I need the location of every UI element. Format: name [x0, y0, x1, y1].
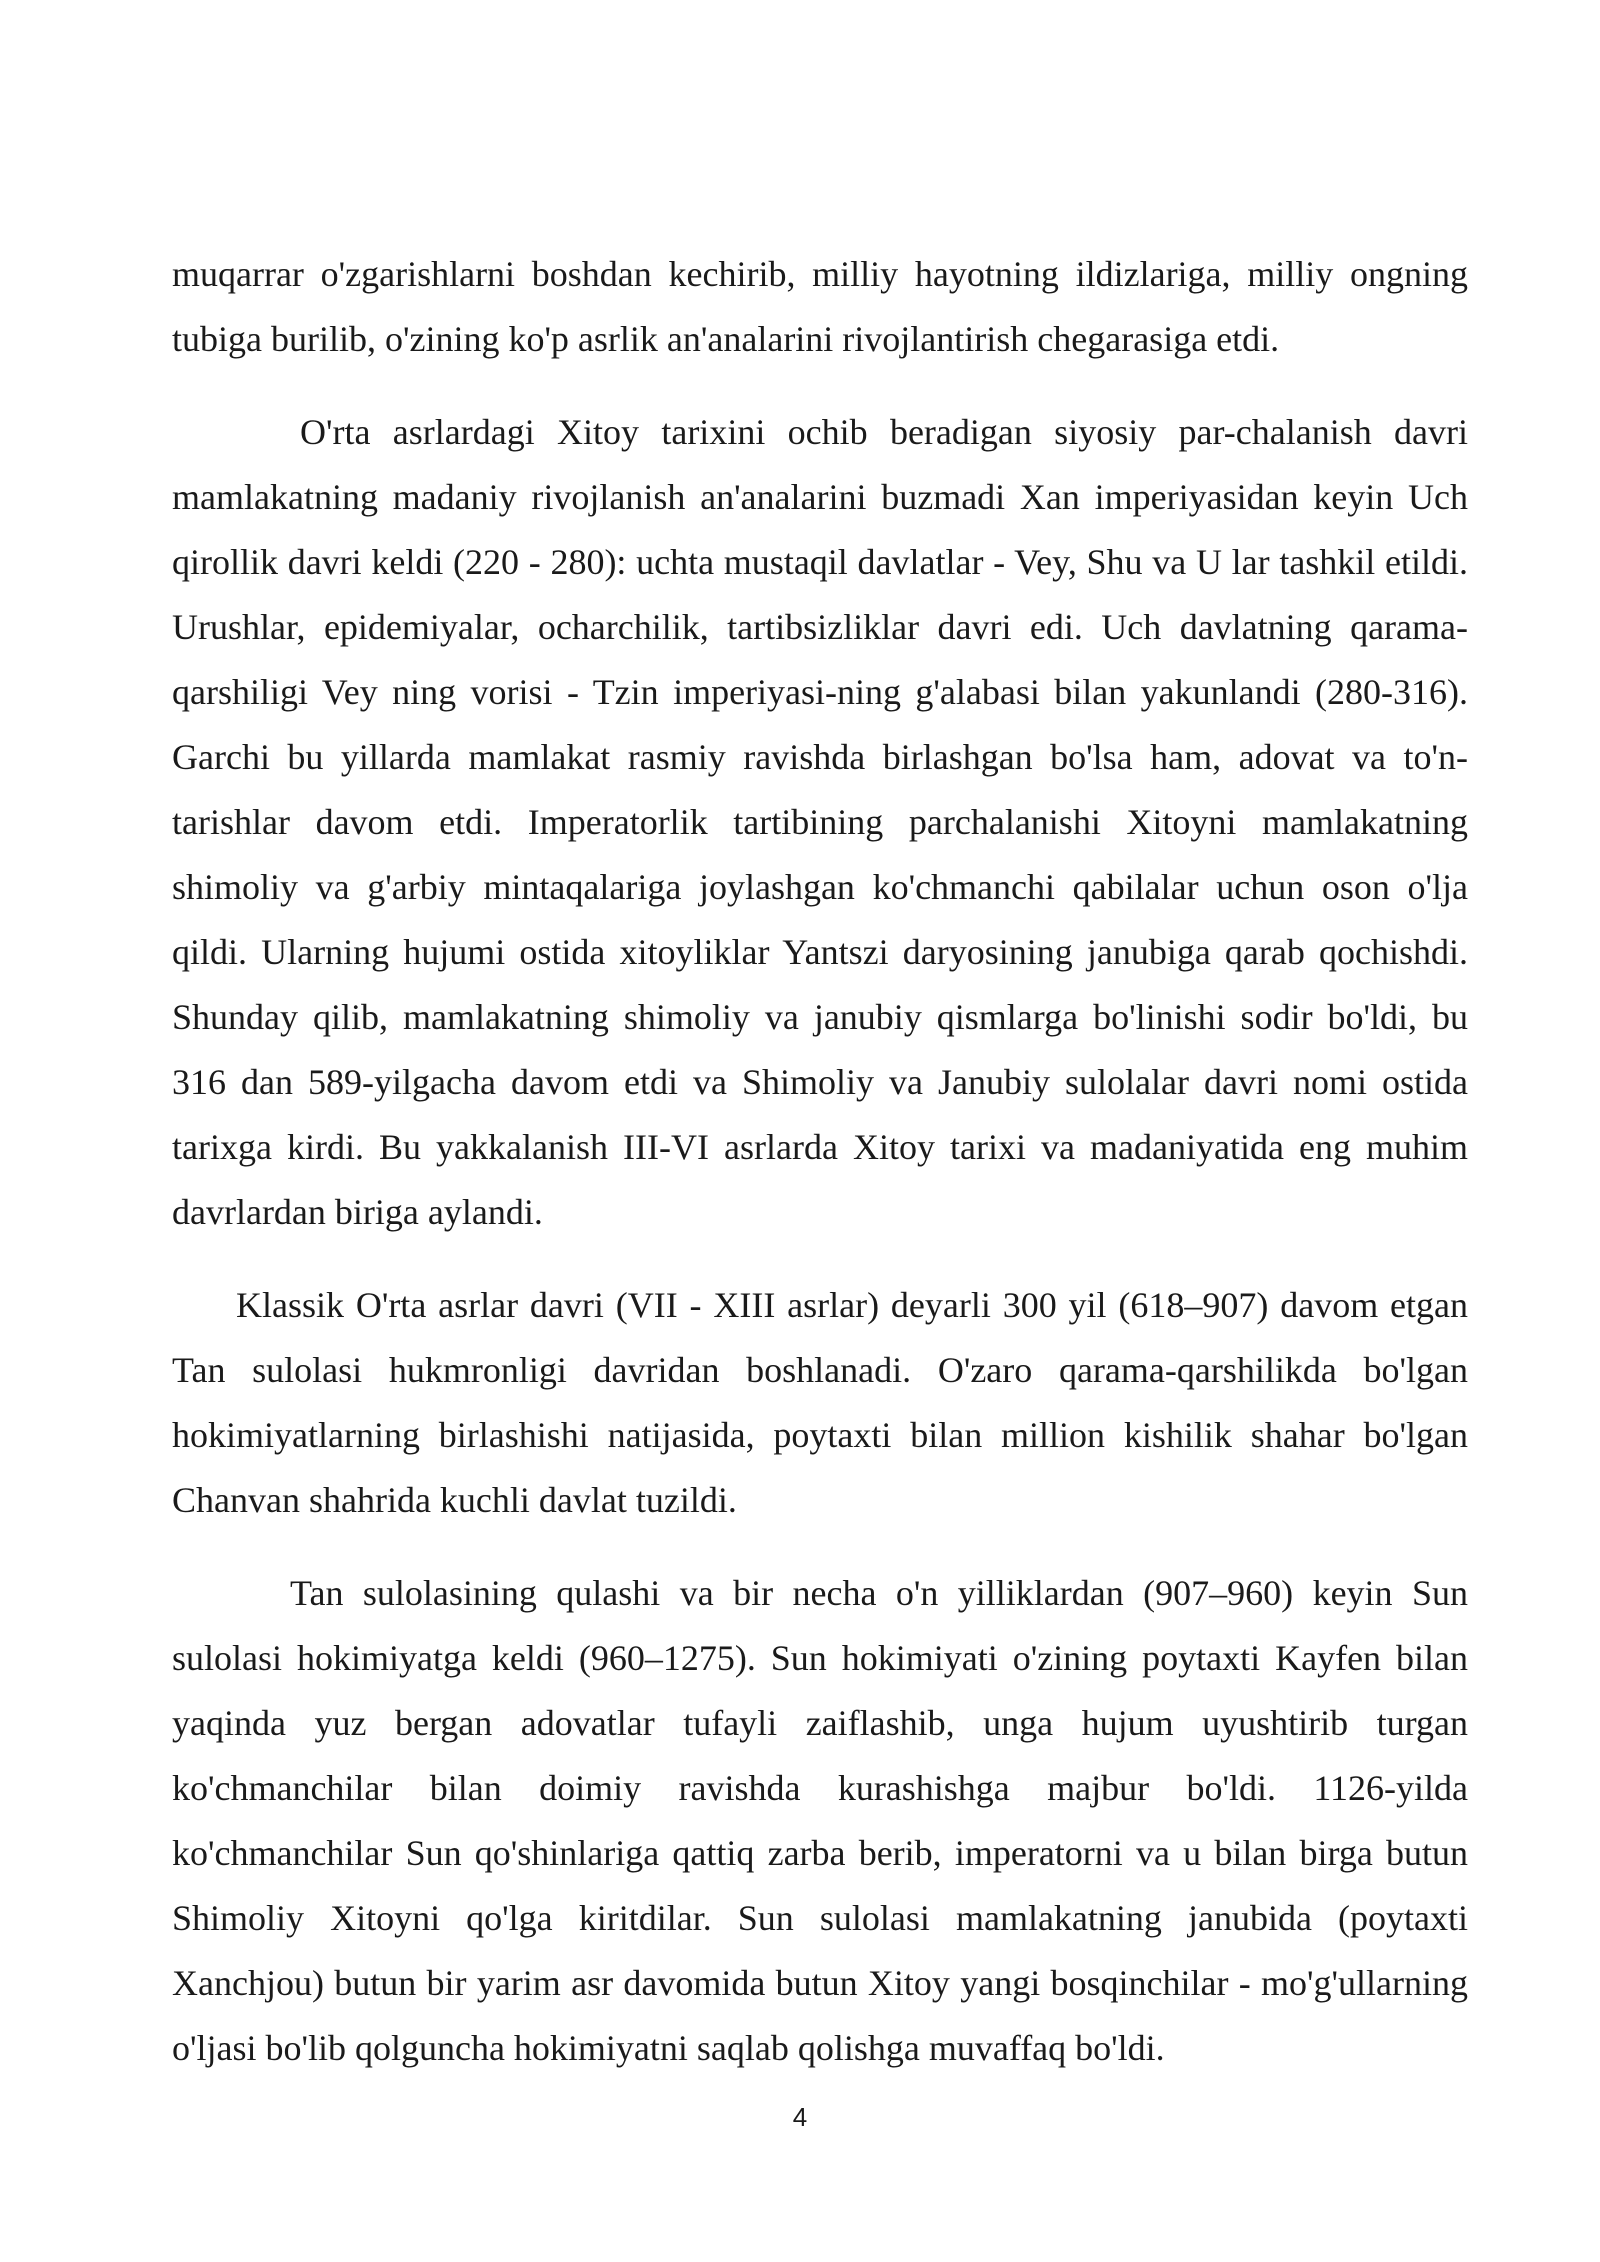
paragraph-4: Tan sulolasining qulashi va bir necha o'n yilliklardan (907–960) keyin Sun sulolasi hokimiyatga keldi (960–1275). Sun hokimiyati o'zining poytaxti Kayfen bilan yaqinda yuz bergan adovatlar tufayli zaiflashib, unga hujum uyushtirib turgan ko'chmanchilar bilan doimiy ravishda kurashishga majbur bo'ldi. 1126-yilda ko'chmanchilar Sun qo'shinlariga qattiq zarba berib, imperatorni va u bilan birga butun Shimoliy Xitoyni qo'lga kiritdilar. Sun sulolasi mamlakatning janubida (poytaxti Xanchjou) butun bir yarim asr davomida butun Xitoy yangi bosqinchilar - mo'g'ullarning o'ljasi bo'lib qolguncha hokimiyatni saqlab qolishga muvaffaq bo'ldi.: [172, 1573, 1468, 2068]
page-number: 4: [792, 2102, 808, 2132]
paragraph-3: Klassik O'rta asrlar davri (VII - XIII asrlar) deyarli 300 yil (618–907) davom etgan Tan sulolasi hukmronligi davridan boshlanadi. O'zaro qarama-qarshilikda bo'lgan hokimiyatlarning birlashishi natijasida, poytaxti bilan million kishilik shahar bo'lgan Chanvan shahrida kuchli davlat tuzildi.: [172, 1285, 1468, 1520]
document-page: [172, 242, 1468, 2081]
paragraph-1: muqarrar o'zgarishlarni boshdan kechirib, milliy hayotning ildizlariga, milliy ongning tubiga burilib, o'zining ko'p asrlik an'analarini rivojlantirish chegarasiga etdi.: [172, 254, 1468, 359]
paragraph-2: O'rta asrlardagi Xitoy tarixini ochib beradigan siyosiy par-chalanish davri mamlakatning madaniy rivojlanish an'analarini buzmadi Xan imperiyasidan keyin Uch qirollik davri keldi (220 - 280): uchta mustaqil davlatlar - Vey, Shu va U lar tashkil etildi. Urushlar, epidemiyalar, ocharchilik, tartibsizliklar davri edi. Uch davlatning qarama-qarshiligi Vey ning vorisi - Tzin imperiyasi-ning g'alabasi bilan yakunlandi (280-316). Garchi bu yillarda mamlakat rasmiy ravishda birlashgan bo'lsa ham, adovat va to'n-tarishlar davom etdi. Imperatorlik tartibining parchalanishi Xitoyni mamlakatning shimoliy va g'arbiy mintaqalariga joylashgan ko'chmanchi qabilalar uchun oson o'lja qildi. Ularning hujumi ostida xitoyliklar Yantszi daryosining janubiga qarab qochishdi. Shunday qilib, mamlakatning shimoliy va janubiy qismlarga bo'linishi sodir bo'ldi, bu 316 dan 589-yilgacha davom etdi va Shimoliy va Janubiy sulolalar davri nomi ostida tarixga kirdi. Bu yakkalanish III-VI asrlarda Xitoy tarixi va madaniyatida eng muhim davrlardan biriga aylandi.: [172, 412, 1468, 1232]
